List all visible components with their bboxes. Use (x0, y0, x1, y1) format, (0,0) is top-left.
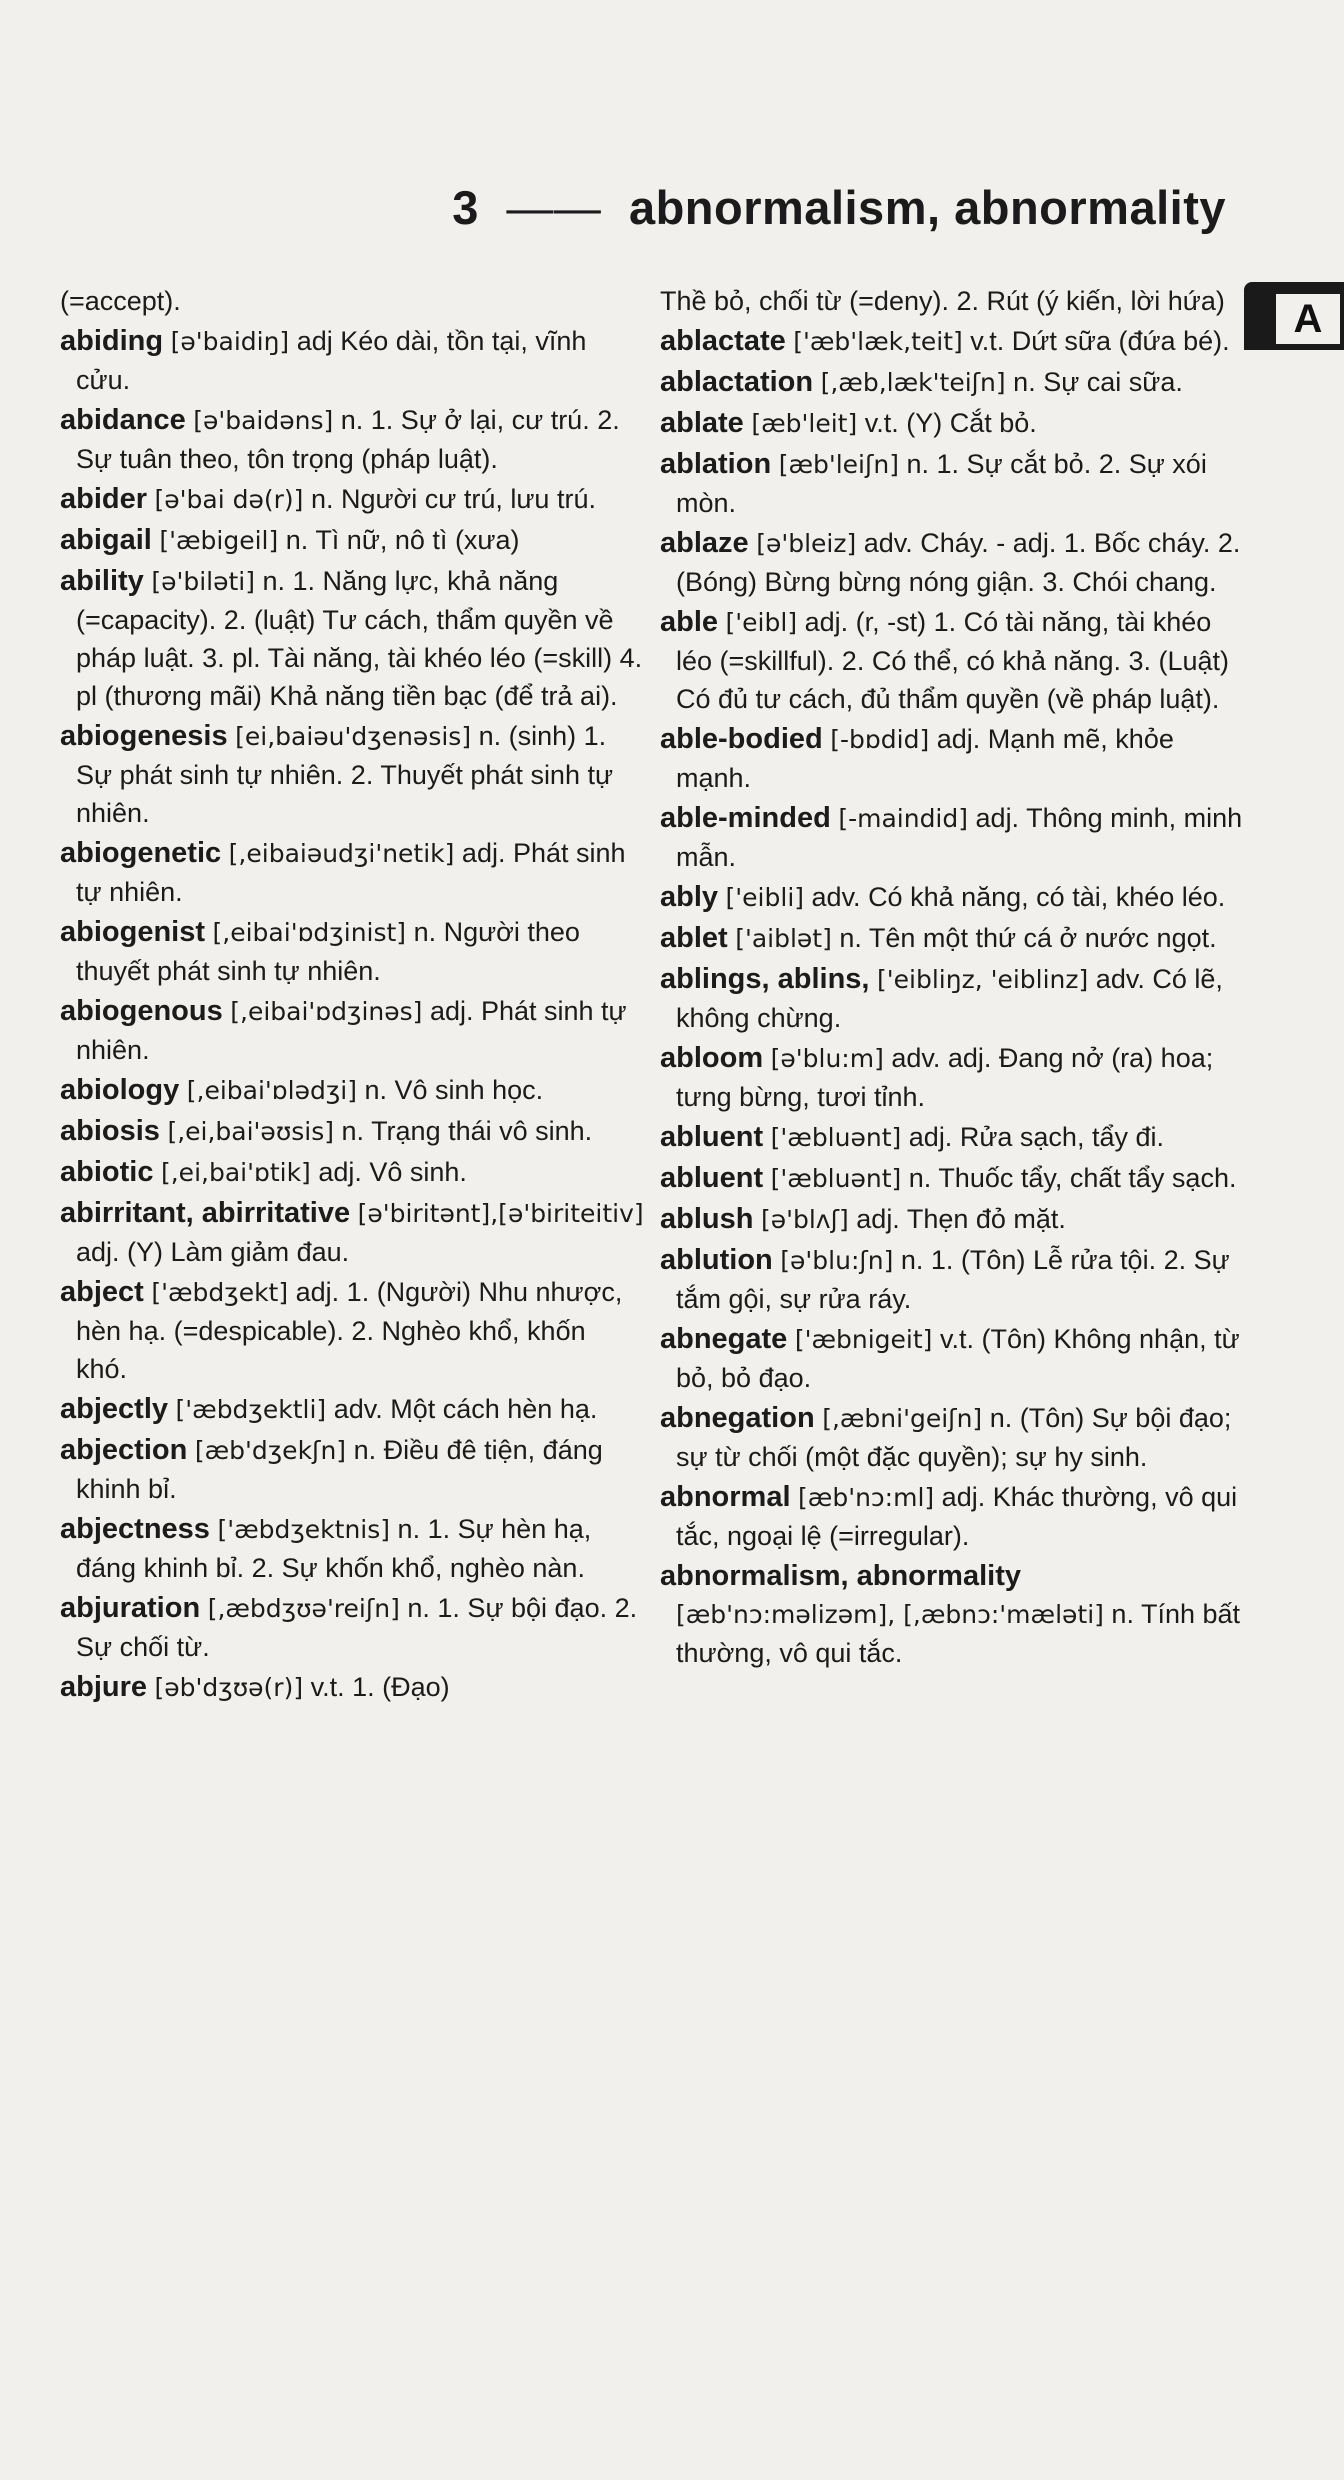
dictionary-entry (60, 1153, 644, 1192)
entry-headword: abjectness (60, 1513, 210, 1545)
entry-definition: (=accept). (60, 286, 181, 316)
entry-headword: abirritant, abirritative (60, 1197, 351, 1229)
entry-definition: n. 1. Sự hèn hạ, đáng khinh bỉ. 2. Sự khốn khổ, nghèo nàn. (76, 1514, 592, 1583)
entry-headword: abiding (60, 325, 164, 357)
entry-pronunciation: [-bɒdid] (830, 725, 930, 754)
entry-pronunciation: ['aiblət] (735, 924, 832, 953)
entry-headword: abnegate (660, 1323, 788, 1355)
entry-definition: adj. (Y) Làm giảm đau. (76, 1237, 350, 1267)
dictionary-entry (660, 1320, 1244, 1397)
entry-pronunciation: ['æbdʒektnis] (217, 1515, 391, 1544)
dictionary-entry (60, 992, 644, 1069)
entry-pronunciation: [ə'biritənt],[ə'biriteitiv] (357, 1199, 644, 1228)
entry-definition: adv. adj. Đang nở (ra) hoa; tưng bừng, tươi tỉnh. (676, 1043, 1214, 1112)
entry-definition: n. Vô sinh học. (364, 1075, 544, 1105)
entry-pronunciation: ['æbdʒektli] (175, 1395, 327, 1424)
entry-pronunciation: [,æb,læk'teiʃn] (820, 368, 1006, 397)
entry-headword: abiosis (60, 1115, 160, 1147)
dictionary-entry (660, 363, 1244, 402)
entry-headword: ablate (660, 407, 744, 439)
entry-pronunciation: [ə'bleiz] (756, 529, 857, 558)
entry-definition: adj. Mạnh mẽ, khỏe mạnh. (676, 724, 1174, 793)
entry-pronunciation: [,ei,bai'ɒtik] (160, 1158, 311, 1187)
dictionary-entry (660, 720, 1244, 797)
entry-headword: abluent (660, 1121, 764, 1153)
dictionary-entry (60, 717, 644, 832)
entry-definition: adj Kéo dài, tồn tại, vĩnh cửu. (76, 326, 587, 395)
entry-headword: ablactation (660, 366, 814, 398)
entry-definition: n. 1. Sự bội đạo. 2. Sự chối từ. (76, 1593, 638, 1662)
dictionary-entry (660, 1399, 1244, 1476)
entry-definition: n. Trạng thái vô sinh. (341, 1116, 593, 1146)
entry-headword: ablet (660, 922, 728, 954)
dictionary-entry (60, 1071, 644, 1110)
entry-definition: n. 1. Sự cắt bỏ. 2. Sự xói mòn. (676, 449, 1207, 518)
entry-definition: n. 1. Sự ở lại, cư trú. 2. Sự tuân theo, tôn trọng (pháp luật). (76, 405, 620, 474)
entry-headword: abiotic (60, 1156, 154, 1188)
dictionary-entry (60, 913, 644, 990)
entry-headword: able (660, 606, 719, 638)
dictionary-entry (60, 521, 644, 560)
entry-definition: adj. 1. (Người) Nhu nhược, hèn hạ. (=despicable). 2. Nghèo khổ, khốn khó. (76, 1277, 623, 1384)
dictionary-entry (660, 1039, 1244, 1116)
entry-pronunciation: [æb'leiʃn] (778, 450, 899, 479)
entry-definition: adv. Có lẽ, không chừng. (676, 964, 1223, 1033)
dictionary-entry (660, 878, 1244, 917)
entry-definition: adv. Có khả năng, có tài, khéo léo. (811, 882, 1226, 912)
entry-headword: abnormal (660, 1481, 791, 1513)
dictionary-entry (60, 401, 644, 478)
dictionary-entry (60, 1390, 644, 1429)
entry-definition: n. Tên một thứ cá ở nước ngọt. (839, 923, 1217, 953)
entry-definition: n. Thuốc tẩy, chất tẩy sạch. (908, 1163, 1237, 1193)
entry-pronunciation: [ə'biləti] (151, 567, 255, 596)
entry-headword: able-bodied (660, 723, 823, 755)
entry-headword: abiogenetic (60, 837, 222, 869)
entry-headword: abiogenous (60, 995, 223, 1027)
dictionary-entry (660, 1478, 1244, 1555)
dictionary-entry (60, 1510, 644, 1587)
entry-pronunciation: ['eibli] (725, 883, 805, 912)
entry-definition: n. (Tôn) Sự bội đạo; sự từ chối (một đặc quyền); sự hy sinh. (676, 1403, 1232, 1472)
entry-pronunciation: [ə'baidəns] (193, 406, 334, 435)
dictionary-entry (60, 562, 644, 715)
entry-headword: ablaze (660, 527, 749, 559)
entry-pronunciation: [,ei,bai'əʊsis] (167, 1117, 335, 1146)
entry-pronunciation: [ə'blu:ʃn] (780, 1246, 894, 1275)
entry-headword: abject (60, 1276, 144, 1308)
dictionary-entry (660, 799, 1244, 876)
entry-definition: n. (sinh) 1. Sự phát sinh tự nhiên. 2. Thuyết phát sinh tự nhiên. (76, 721, 614, 828)
entry-pronunciation: [,eibai'ɒdʒinist] (212, 918, 407, 947)
entry-definition: adv. Cháy. - adj. 1. Bốc cháy. 2. (Bóng) Bừng bừng nóng giận. 3. Chói chang. (676, 528, 1241, 597)
entry-definition: adv. Một cách hèn hạ. (333, 1394, 598, 1424)
entry-headword: ablush (660, 1203, 754, 1235)
header-dash: —— (506, 181, 602, 234)
dictionary-entry (660, 1557, 1244, 1672)
entry-definition: n. Điều đê tiện, đáng khinh bỉ. (76, 1435, 603, 1504)
entry-pronunciation: [,eibai'ɒlədʒi] (186, 1076, 357, 1105)
dictionary-entry (660, 445, 1244, 522)
entry-headword: abjuration (60, 1592, 201, 1624)
entry-headword: abiology (60, 1074, 180, 1106)
entry-definition: v.t. (Y) Cắt bỏ. (864, 408, 1037, 438)
entry-headword: ablactate (660, 325, 786, 357)
entry-pronunciation: [əb'dʒʊə(r)] (154, 1673, 304, 1702)
entry-definition: v.t. (Tôn) Không nhận, từ bỏ, bỏ đạo. (676, 1324, 1240, 1393)
guide-words: abnormalism, abnormality (628, 181, 1226, 234)
dictionary-entry (60, 1112, 644, 1151)
dictionary-entry (660, 1118, 1244, 1157)
entry-pronunciation: ['æbluənt] (770, 1123, 902, 1152)
entry-pronunciation: [,eibai'ɒdʒinəs] (230, 997, 423, 1026)
dictionary-entry (660, 960, 1244, 1037)
entry-headword: abidance (60, 404, 186, 436)
entry-pronunciation: [ə'bai də(r)] (154, 485, 304, 514)
entry-pronunciation: ['æbluənt] (770, 1164, 902, 1193)
entry-headword: abjection (60, 1434, 188, 1466)
entry-pronunciation: ['æb'læk,teit] (793, 327, 963, 356)
entry-pronunciation: [ei,baiəu'dʒenəsis] (235, 722, 472, 751)
dictionary-entry (660, 1241, 1244, 1318)
entry-headword: abiogenesis (60, 720, 228, 752)
entry-definition: adj. Phát sinh tự nhiên. (76, 996, 627, 1065)
dictionary-entry (660, 1159, 1244, 1198)
dictionary-entry (60, 1589, 644, 1666)
entry-definition: adj. (r, -st) 1. Có tài năng, tài khéo léo (=skillful). 2. Có thể, có khả năng. 3. (Luật) Có đủ tư cách, đủ thẩm quyền (về pháp luật). (676, 607, 1230, 714)
dictionary-entry (660, 322, 1244, 361)
dictionary-entry (60, 1668, 644, 1707)
entry-pronunciation: [æb'dʒekʃn] (194, 1436, 347, 1465)
entry-pronunciation: ['æbigeil] (159, 526, 279, 555)
dictionary-entry (60, 834, 644, 911)
entry-definition: adj. Khác thường, vô qui tắc, ngoại lệ (=irregular). (676, 1482, 1238, 1551)
entry-definition: v.t. Dứt sữa (đứa bé). (970, 326, 1230, 356)
entry-definition: adj. Thông minh, minh mẫn. (676, 803, 1243, 872)
entry-pronunciation: [ə'baidiŋ] (170, 327, 290, 356)
entry-definition: n. 1. Năng lực, khả năng (=capacity). 2. (luật) Tư cách, thẩm quyền về pháp luật. 3. pl. Tài năng, tài khéo léo (=skill) 4. pl (thương mãi) Khả năng tiền bạc (để trả ai). (76, 566, 643, 711)
left-column (60, 282, 644, 1709)
entry-headword: able-minded (660, 802, 831, 834)
entry-headword: abider (60, 483, 148, 515)
page-number: 3 (452, 181, 479, 234)
entry-definition: v.t. 1. (Đạo) (310, 1672, 450, 1702)
dictionary-entry (660, 524, 1244, 601)
entry-pronunciation: ['eibl] (725, 608, 798, 637)
entry-headword: ablings, ablins, (660, 963, 870, 995)
entry-pronunciation: [æb'nɔ:məlizəm], [,æbnɔ:'mæləti] (676, 1600, 1104, 1629)
entry-headword: ablution (660, 1244, 773, 1276)
entry-headword: ably (660, 881, 719, 913)
dictionary-entry (60, 1273, 644, 1388)
entry-pronunciation: [,æbni'geiʃn] (822, 1404, 983, 1433)
entry-pronunciation: [,eibaiəudʒi'netik] (228, 839, 455, 868)
dictionary-entry (660, 404, 1244, 443)
entry-definition: n. 1. (Tôn) Lễ rửa tội. 2. Sự tắm gội, sự rửa ráy. (676, 1245, 1230, 1314)
entry-definition: n. Người cư trú, lưu trú. (310, 484, 596, 514)
entry-headword: abnormalism, abnormality (660, 1560, 1021, 1592)
entry-pronunciation: [æb'nɔ:ml] (798, 1483, 935, 1512)
thumb-index-tab (1244, 282, 1344, 350)
entry-definition: adj. Thẹn đỏ mặt. (856, 1204, 1066, 1234)
dictionary-entry (60, 282, 644, 320)
entry-headword: abnegation (660, 1402, 815, 1434)
dictionary-entry (660, 603, 1244, 718)
dictionary-entry (60, 480, 644, 519)
entry-headword: abiogenist (60, 916, 206, 948)
entry-definition: n. Tính bất thường, vô qui tắc. (676, 1599, 1241, 1668)
entry-pronunciation: ['eibliŋz, 'eiblinz] (877, 965, 1089, 994)
entry-definition: n. Người theo thuyết phát sinh tự nhiên. (76, 917, 580, 986)
entry-definition: n. Tì nữ, nô tì (xưa) (285, 525, 520, 555)
entry-definition: adj. Vô sinh. (318, 1157, 467, 1187)
running-header (452, 180, 1226, 235)
entry-definition: adj. Phát sinh tự nhiên. (76, 838, 626, 907)
entry-headword: ablation (660, 448, 772, 480)
right-column (660, 282, 1244, 1674)
dictionary-entry (60, 322, 644, 399)
entry-headword: abjure (60, 1671, 148, 1703)
thumb-tab-letter: A (1276, 294, 1340, 344)
entry-pronunciation: ['æbdʒekt] (151, 1278, 289, 1307)
entry-definition: n. Sự cai sữa. (1013, 367, 1183, 397)
dictionary-entry (60, 1194, 644, 1271)
entry-pronunciation: [-maindid] (838, 804, 969, 833)
entry-headword: abjectly (60, 1393, 168, 1425)
entry-pronunciation: [æb'leit] (751, 409, 858, 438)
entry-headword: ability (60, 565, 144, 597)
dictionary-entry (660, 1200, 1244, 1239)
entry-pronunciation: [ə'blu:m] (770, 1044, 884, 1073)
entry-headword: abigail (60, 524, 152, 556)
entry-pronunciation: ['æbnigeit] (794, 1325, 933, 1354)
entry-pronunciation: [,æbdʒʊə'reiʃn] (207, 1594, 400, 1623)
dictionary-entry (60, 1431, 644, 1508)
entry-definition: adj. Rửa sạch, tẩy đi. (908, 1122, 1164, 1152)
dictionary-entry (660, 282, 1244, 320)
entry-headword: abloom (660, 1042, 764, 1074)
entry-definition: Thề bỏ, chối từ (=deny). 2. Rút (ý kiến, lời hứa) (660, 286, 1225, 316)
entry-pronunciation: [ə'blʌʃ] (760, 1205, 849, 1234)
dictionary-entry (660, 919, 1244, 958)
entry-headword: abluent (660, 1162, 764, 1194)
